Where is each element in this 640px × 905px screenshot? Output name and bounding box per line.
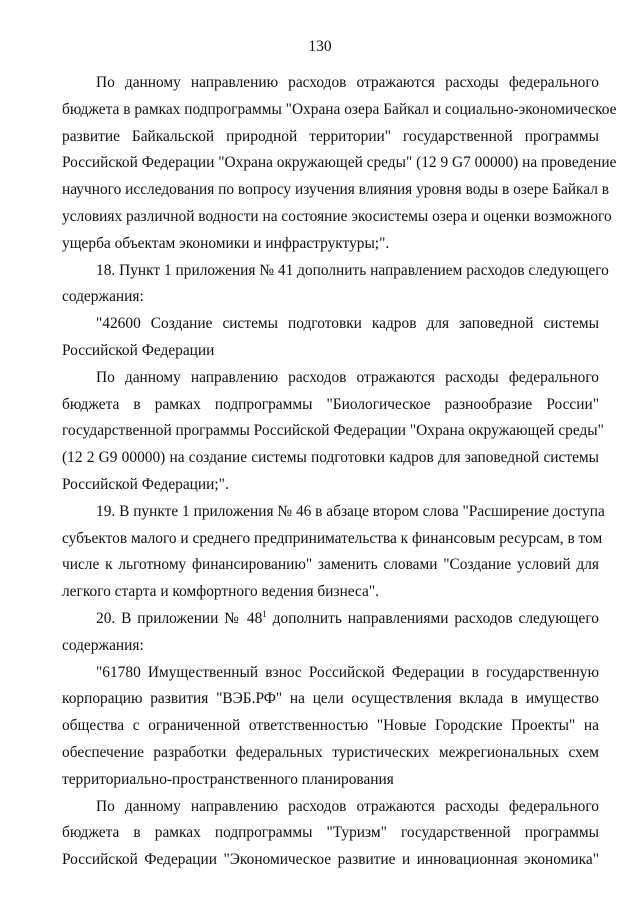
text-line: [62, 258, 609, 285]
text-line: [62, 177, 610, 204]
text-line-content: содержания:: [62, 288, 144, 306]
text-line-content: 19. В пункте 1 приложения № 46 в абзаце втором слова "Расширение доступа: [96, 502, 605, 520]
text-line: [62, 365, 599, 392]
text-line: [62, 686, 599, 713]
text-line: [62, 97, 617, 124]
text-line-content: По данному направлению расходов отражаются расходы федерального: [96, 797, 599, 815]
page-number: 130: [308, 38, 332, 55]
text-line-content: бюджета в рамках подпрограммы "Биологическое разнообразие России": [62, 395, 599, 413]
text-line-content: общества с ограниченной ответственностью "Новые Городские Проекты" на: [62, 717, 599, 735]
text-line-content: Российской Федерации "Экономическое развитие и инновационная экономика": [62, 851, 599, 869]
text-line-content: корпорацию развития "ВЭБ.РФ" на цели осуществления вклада в имущество: [62, 690, 599, 708]
text-line-content: По данному направлению расходов отражаются расходы федерального: [96, 368, 599, 386]
text-line: [62, 713, 599, 740]
text-line: [62, 499, 605, 526]
text-line-content: содержания:: [62, 636, 144, 654]
text-line: [62, 311, 599, 338]
text-line: [62, 472, 599, 499]
text-line-content: территориально-пространственного планирования: [62, 770, 394, 788]
text-line: [62, 552, 599, 579]
text-line-content: Российской Федерации;".: [62, 475, 229, 493]
text-line: [62, 445, 599, 472]
text-line: [62, 660, 599, 687]
text-line-continuation: дополнить направлениями расходов следующего: [266, 609, 599, 627]
text-line: [62, 767, 599, 794]
text-line-content: "61780 Имущественный взнос Российской Федерации в государственную: [96, 663, 599, 681]
text-line-content: обеспечение разработки федеральных туристических межрегиональных схем: [62, 743, 599, 761]
text-line-content: ущерба объектам экономики и инфраструктуры;".: [62, 234, 390, 252]
text-line-content: субъектов малого и среднего предпринимательства к финансовым ресурсам, в том: [62, 529, 603, 547]
text-line: [62, 204, 612, 231]
text-line-content: числе к льготному финансированию" заменить словами "Создание условий для: [62, 556, 599, 574]
text-line: [62, 633, 599, 660]
text-line: [62, 338, 599, 365]
text-line: [62, 284, 599, 311]
text-line: [62, 418, 604, 445]
text-line-content: (12 2 G9 00000) на создание системы подготовки кадров для заповедной системы: [62, 449, 599, 467]
text-line: [62, 847, 599, 874]
text-line: [62, 606, 599, 633]
text-line-content: бюджета в рамках подпрограммы "Охрана озера Байкал и социально-экономическое: [62, 100, 617, 118]
text-line-content: Российской Федерации: [62, 341, 215, 359]
superscript: 1: [262, 608, 267, 619]
text-line-content: легкого старта и комфортного ведения бизнеса".: [62, 583, 380, 601]
text-line: [62, 794, 599, 821]
text-line-content: развитие Байкальской природной территории" государственной программы: [62, 127, 599, 145]
body-text: [62, 70, 617, 874]
text-line: [62, 579, 599, 606]
text-line: [62, 740, 599, 767]
text-line: [62, 150, 617, 177]
text-line-content: государственной программы Российской Федерации "Охрана окружающей среды": [62, 422, 604, 440]
text-line-content: 20. В приложении № 48: [96, 609, 263, 627]
text-line-content: 18. Пункт 1 приложения № 41 дополнить направлением расходов следующего: [96, 261, 609, 279]
text-line-content: условиях различной водности на состояние экосистемы озера и оценки возможного: [62, 207, 612, 225]
text-line: [62, 820, 599, 847]
text-line: [62, 231, 599, 258]
text-line: [62, 70, 599, 97]
text-line-content: По данному направлению расходов отражаются расходы федерального: [96, 74, 599, 91]
text-line: [62, 526, 603, 553]
text-line-content: Российской Федерации "Охрана окружающей среды" (12 9 G7 00000) на проведение: [62, 154, 617, 172]
text-line-content: научного исследования по вопросу изучения влияния уровня воды в озере Байкал в: [62, 181, 610, 199]
text-line: [62, 124, 599, 151]
text-line-content: "42600 Создание системы подготовки кадров для заповедной системы: [96, 315, 599, 333]
text-line: [62, 392, 599, 419]
text-line-content: бюджета в рамках подпрограммы "Туризм" государственной программы: [62, 824, 599, 842]
